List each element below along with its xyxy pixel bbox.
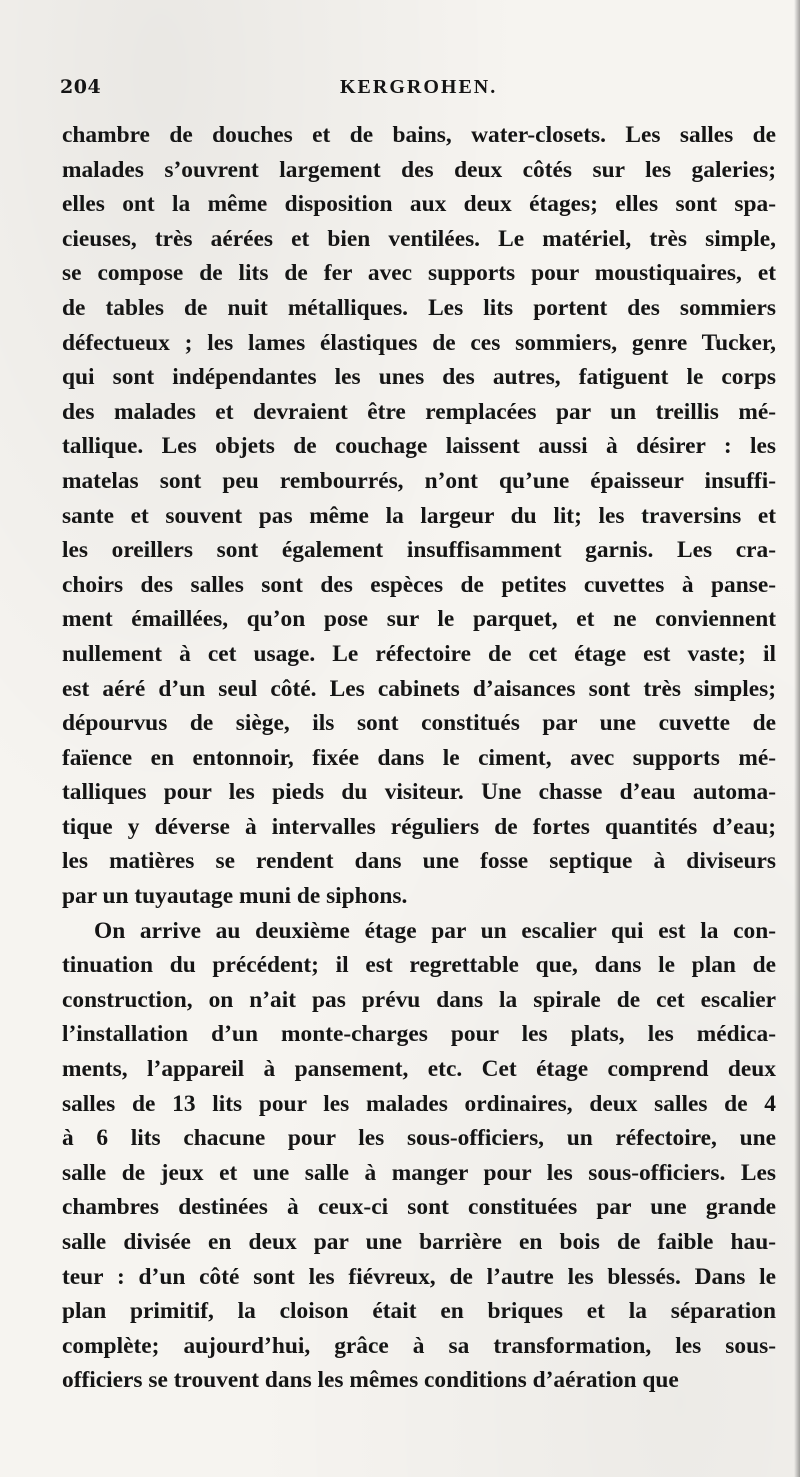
- text-line: tique y déverse à intervalles réguliers de fortes quantités d’eau;: [62, 813, 776, 840]
- text-line: teur : d’un côté sont les fiévreux, de l’autre les blessés. Dans le: [62, 1263, 776, 1290]
- text-line: ments, l’appareil à pansement, etc. Cet étage comprend deux: [62, 1056, 776, 1083]
- text-line: par un tuyautage muni de siphons.: [62, 883, 408, 910]
- text-line: malades s’ouvrent largement des deux côtés sur les galeries;: [62, 156, 776, 183]
- running-header: [60, 76, 750, 106]
- text-line: plan primitif, la cloison était en briques et la séparation: [62, 1298, 776, 1325]
- text-line: talliques pour les pieds du visiteur. Une chasse d’eau automa-: [62, 779, 776, 806]
- text-line: qui sont indépendantes les unes des autres, fatiguent le corps: [62, 364, 776, 391]
- text-line: chambre de douches et de bains, water-closets. Les salles de: [62, 122, 776, 148]
- text-line: de tables de nuit métalliques. Les lits portent des sommiers: [62, 294, 776, 321]
- text-line: dépourvus de siège, ils sont constitués par une cuvette de: [62, 710, 776, 737]
- text-line: faïence en entonnoir, fixée dans le ciment, avec supports mé-: [62, 744, 776, 771]
- text-line: les oreillers sont également insuffisamment garnis. Les cra-: [62, 537, 776, 564]
- text-line: choirs des salles sont des espèces de petites cuvettes à panse-: [62, 571, 776, 598]
- text-line: elles ont la même disposition aux deux étages; elles sont spa-: [62, 191, 776, 218]
- text-line: salle divisée en deux par une barrière en bois de faible hau-: [62, 1229, 776, 1255]
- text-line: sante et souvent pas même la largeur du lit; les traversins et: [62, 502, 776, 529]
- text-line: cieuses, très aérées et bien ventilées. Le matériel, très simple,: [62, 225, 776, 252]
- paragraph: [62, 914, 776, 1398]
- page-edge-shadow: [794, 0, 800, 1477]
- text-line: l’installation d’un monte-charges pour les plats, les médica-: [62, 1021, 776, 1048]
- text-line: On arrive au deuxième étage par un escalier qui est la con-: [94, 917, 776, 944]
- text-line: ment émaillées, qu’on pose sur le parquet, et ne conviennent: [62, 606, 776, 633]
- text-line: tallique. Les objets de couchage laissent aussi à désirer : les: [62, 433, 776, 460]
- text-line: défectueux ; les lames élastiques de ces sommiers, genre Tucker,: [62, 329, 776, 356]
- paragraph: [62, 118, 776, 914]
- text-line: se compose de lits de fer avec supports pour moustiquaires, et: [62, 260, 776, 287]
- text-line: complète; aujourd’hui, grâce à sa transformation, les sous-: [62, 1332, 776, 1359]
- text-line: est aéré d’un seul côté. Les cabinets d’aisances sont très simples;: [62, 675, 776, 702]
- text-line: construction, on n’ait pas prévu dans la spirale de cet escalier: [62, 986, 776, 1013]
- text-line: les matières se rendent dans une fosse septique à diviseurs: [62, 848, 776, 875]
- body-text: [62, 118, 776, 1398]
- text-line: des malades et devraient être remplacées par un treillis mé-: [62, 398, 776, 425]
- text-line: salles de 13 lits pour les malades ordinaires, deux salles de 4: [62, 1090, 776, 1117]
- text-line: salle de jeux et une salle à manger pour les sous-officiers. Les: [62, 1159, 776, 1186]
- text-line: officiers se trouvent dans les mêmes conditions d’aération que: [62, 1367, 679, 1394]
- text-line: nullement à cet usage. Le réfectoire de cet étage est vaste; il: [62, 640, 776, 667]
- running-title: KERGROHEN.: [340, 76, 498, 98]
- text-line: tinuation du précédent; il est regrettable que, dans le plan de: [62, 952, 776, 979]
- text-line: chambres destinées à ceux-ci sont constituées par une grande: [62, 1194, 776, 1221]
- text-line: à 6 lits chacune pour les sous-officiers, un réfectoire, une: [62, 1125, 776, 1152]
- page-number: 204: [60, 76, 102, 98]
- text-line: matelas sont peu rembourrés, n’ont qu’une épaisseur insuffi-: [62, 467, 776, 494]
